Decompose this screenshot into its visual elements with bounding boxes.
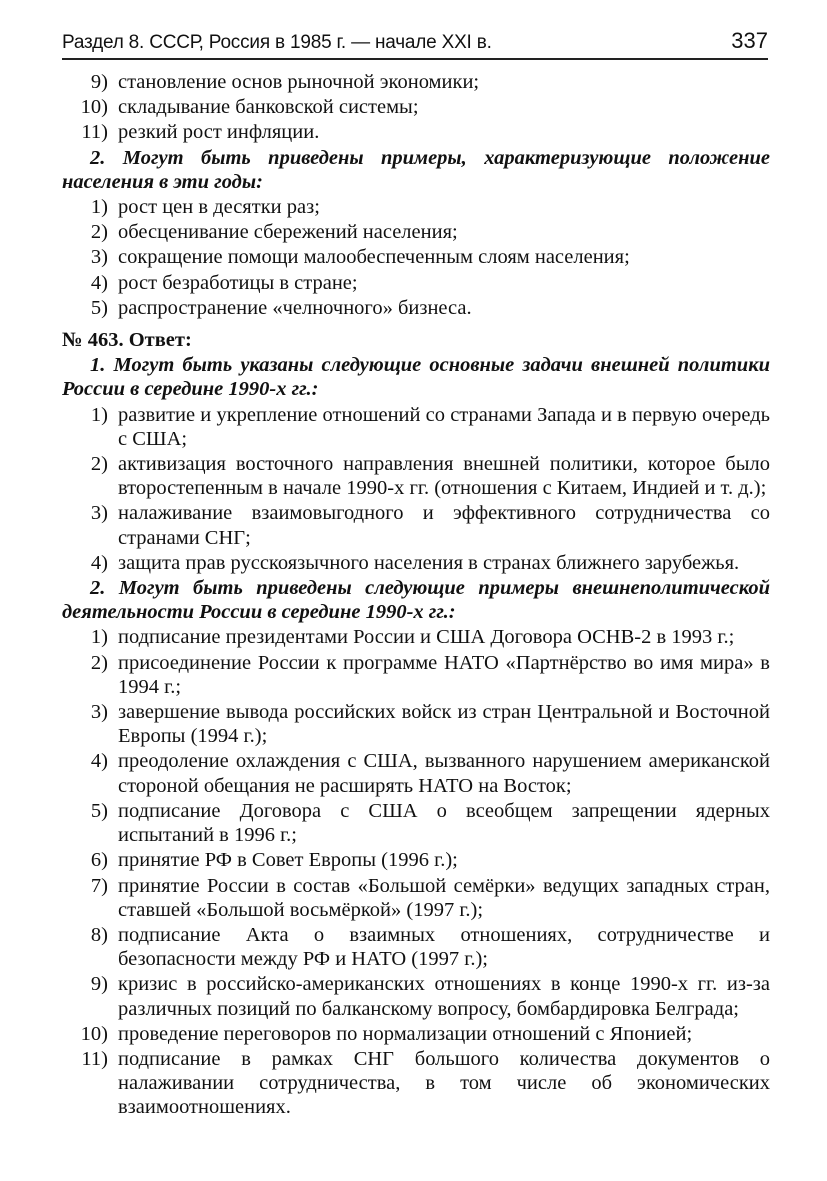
item-number: 2) (90, 221, 108, 244)
item-number: 11) (81, 121, 108, 144)
item-text: распространение «челночного» бизнеса. (118, 296, 472, 319)
item-number: 7) (90, 874, 108, 897)
item-text: становление основ рыночной экономики; (118, 71, 480, 93)
list-item (62, 848, 770, 872)
item-text: активизация восточного направления внешней политики, которое было второстепенным в начале 1990-х гг. (отношения с Китаем, Индией и т. д.); (118, 453, 770, 500)
item-text: завершение вывода российских войск из стран Центральной и Восточной Европы (1994 г.); (118, 701, 770, 748)
list-section-foreign-policy-tasks (62, 403, 770, 575)
item-number: 10) (80, 96, 108, 119)
answer-heading: № 463. Ответ: (62, 329, 192, 352)
list-item (62, 972, 770, 1020)
item-number: 9) (90, 973, 108, 996)
list-item (62, 271, 770, 295)
list-item (62, 1022, 770, 1046)
item-number: 2) (90, 651, 108, 674)
list-item (62, 923, 770, 971)
item-text: кризис в российско-американских отношениях в конце 1990-х гг. из-за различных позиций по балканскому вопросу, бомбардировка Белграда; (118, 973, 770, 1020)
list-section-population (62, 195, 770, 320)
item-number: 5) (90, 799, 108, 822)
section-intro-foreign-policy-examples: 2. Могут быть приведены следующие примеры внешнеполитической деятельности России в середине 1990-х гг.: (62, 577, 770, 624)
item-text: подписание Акта о взаимных отношениях, сотрудничестве и безопасности между РФ и НАТО (1997 г.); (118, 923, 770, 971)
list-item (62, 749, 770, 797)
item-number: 4) (90, 750, 108, 773)
page-header (62, 22, 768, 60)
item-number: 6) (90, 849, 108, 872)
item-text: принятие России в состав «Большой семёрки» ведущих западных стран, ставшей «Большой восьмёркой» (1997 г.); (118, 874, 770, 921)
section-title: Раздел 8. СССР, Россия в 1985 г. — начале XXI в. (62, 32, 492, 53)
item-text: подписание в рамках СНГ большого количества документов о налаживании сотрудничества, в том числе об экономических взаимоотношениях. (118, 1047, 770, 1119)
item-text: резкий рост инфляции. (118, 121, 320, 144)
section-intro-population: 2. Могут быть приведены примеры, характеризующие положение населения в эти годы: (62, 146, 770, 193)
item-text: обесценивание сбережений населения; (118, 221, 458, 244)
item-number: 3) (90, 502, 108, 525)
item-number: 1) (90, 626, 108, 649)
item-number: 5) (90, 296, 108, 319)
page-body (62, 70, 770, 1121)
item-text: рост безработицы в стране; (118, 271, 358, 294)
list-item (62, 551, 770, 575)
list-item (62, 120, 770, 144)
list-item (62, 220, 770, 244)
list-item (62, 452, 770, 500)
item-text: сокращение помощи малообеспеченным слоям населения; (118, 246, 630, 269)
item-text: присоединение России к программе НАТО «Партнёрство во имя мира» в 1994 г.; (118, 651, 770, 698)
item-number: 4) (90, 271, 108, 294)
item-number: 10) (80, 1022, 108, 1045)
list-section-foreign-policy-examples (62, 625, 770, 1119)
list-item (62, 799, 770, 847)
item-number: 8) (90, 923, 108, 946)
item-number: 3) (90, 701, 108, 724)
list-item (62, 245, 770, 269)
item-number: 9) (90, 71, 108, 93)
section-intro-foreign-policy-tasks: 1. Могут быть указаны следующие основные задачи внешней политики России в середине 1990-х гг.: (62, 354, 770, 401)
list-item (62, 296, 770, 320)
item-number: 4) (90, 551, 108, 574)
item-text: рост цен в десятки раз; (118, 196, 320, 219)
list-item (62, 625, 770, 649)
item-text: развитие и укрепление отношений со странами Запада и в первую очередь с США; (118, 403, 770, 450)
item-text: складывание банковской системы; (118, 96, 419, 119)
list-item (62, 700, 770, 748)
list-item (62, 1047, 770, 1120)
item-number: 11) (81, 1047, 108, 1070)
item-text: налаживание взаимовыгодного и эффективного сотрудничества со странами СНГ; (118, 502, 770, 549)
item-text: подписание Договора с США о всеобщем запрещении ядерных испытаний в 1996 г.; (118, 799, 770, 847)
item-number: 1) (90, 196, 108, 219)
list-item (62, 501, 770, 549)
item-text: защита прав русскоязычного населения в странах ближнего зарубежья. (118, 551, 740, 574)
list-item (62, 874, 770, 922)
item-text: проведение переговоров по нормализации отношений с Японией; (118, 1022, 693, 1045)
item-number: 1) (90, 403, 108, 426)
list-section-economy (62, 70, 770, 145)
list-item (62, 70, 770, 94)
item-text: преодоление охлаждения с США, вызванного нарушением американской стороной обещания не расширять НАТО на Восток; (118, 750, 770, 797)
list-item (62, 195, 770, 219)
list-item (62, 95, 770, 119)
list-item (62, 403, 770, 451)
item-number: 3) (90, 246, 108, 269)
item-number: 2) (90, 453, 108, 476)
item-text: подписание президентами России и США Договора ОСНВ-2 в 1993 г.; (118, 626, 735, 649)
item-text: принятие РФ в Совет Европы (1996 г.); (118, 849, 458, 872)
list-item (62, 651, 770, 699)
page-number: 337 (731, 28, 768, 53)
